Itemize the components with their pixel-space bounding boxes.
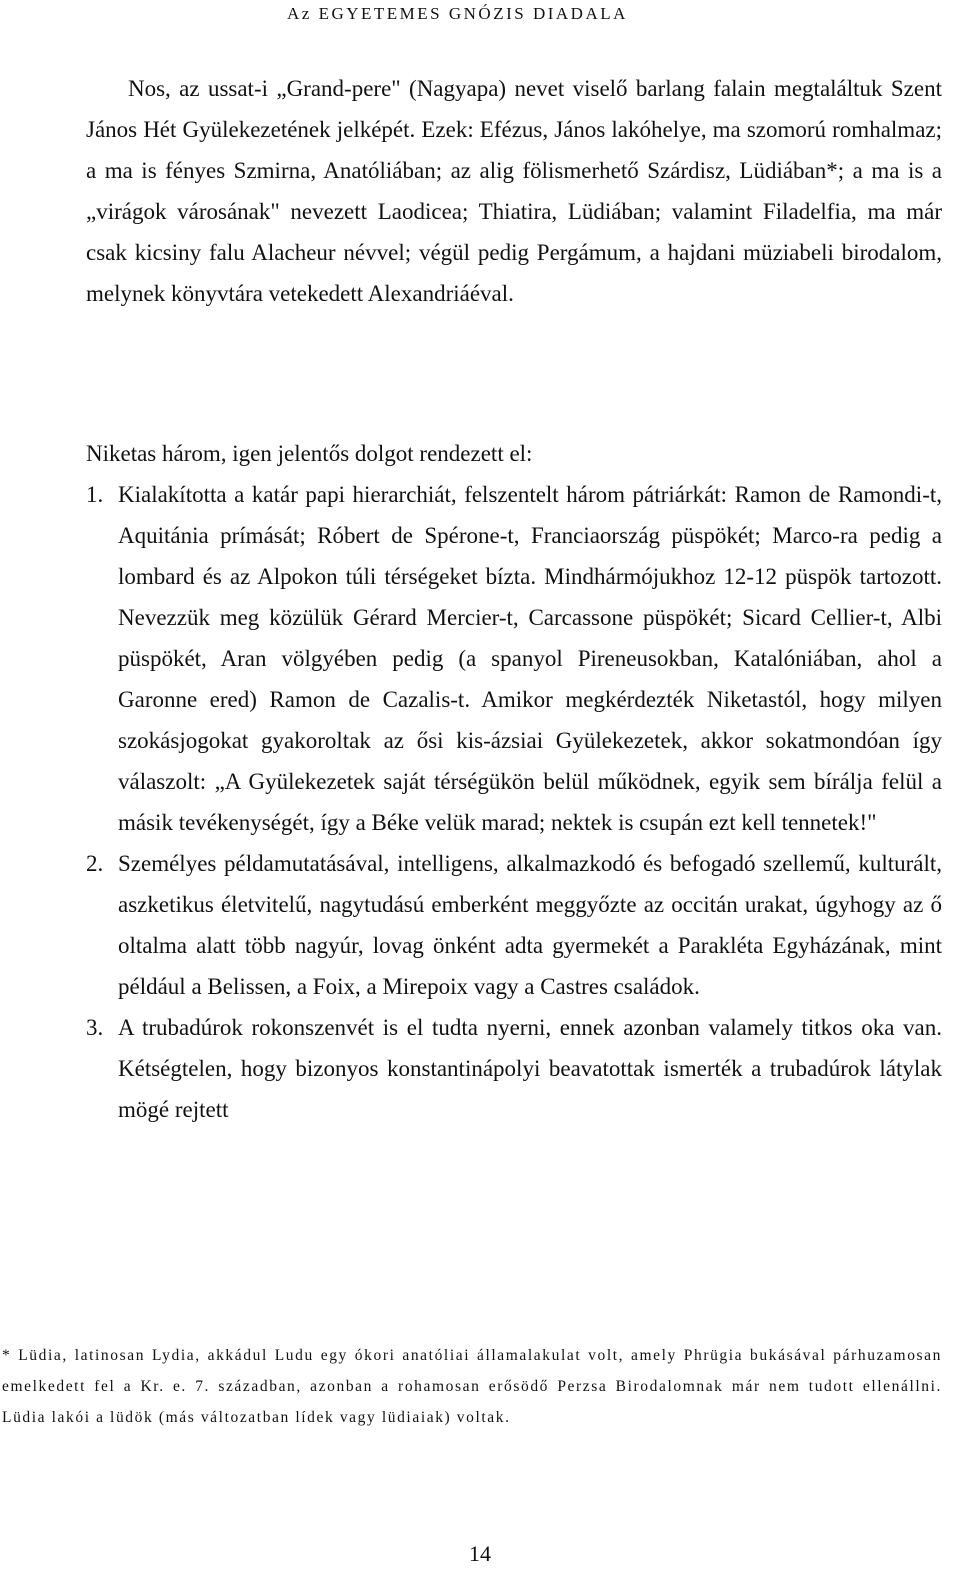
list-text: Kialakította a katár papi hierarchiát, felszentelt három pátriárkát: Ramon de Ramondi-t, Aquitánia prímását; Róbert de Spérone-t, Franciaország püspökét; Marco-ra pedig a lombard és az Alpokon túli térségeket bízta. Mindhármójukhoz 12-12 püspök tartozott. Nevezzük meg közülük Gérard Mercier-t, Carcassone püspökét; Sicard Cellier-t, Albi püspökét, Aran völgyében pedig (a spanyol Pireneusokban, Katalóniában, ahol a Garonne ered) Ramon de Cazalis-t. Amikor megkérdezték Niketastól, hogy milyen szokásjogokat gyakoroltak az ősi kis-ázsiai Gyülekezetek, akkor sokatmondóan így válaszolt: „A Gyülekezetek saját térségükön belül működnek, egyik sem bírálja felül a másik tevékenységét, így a Béke velük marad; nektek is csupán ezt kell tennetek!" (118, 482, 942, 835)
body-paragraph-2: Niketas három, igen jelentős dolgot rendezett el: (86, 441, 533, 466)
footnote: * Lüdia, latinosan Lydia, akkádul Ludu egy ókori anatóliai államalakulat volt, amely Phrügia bukásával párhuzamosan emelkedett fel a Kr. e. 7. században, azonban a rohamosan erősödő Perzsa Birodalomnak már nem tudott ellenállni. Lüdia lakói a lüdök (más változatban lídek vagy lüdiaiak) voltak. (2, 1347, 942, 1426)
page-number: 14 (469, 1541, 491, 1566)
list-item-2 (86, 843, 942, 1007)
body-paragraph-1: Nos, az ussat-i „Grand-pere" (Nagyapa) nevet viselő barlang falain megtaláltuk Szent János Hét Gyülekezetének jelképét. Ezek: Efézus, János lakóhelye, ma szomorú romhalmaz; a ma is fényes Szmirna, Anatóliában; az alig fölismerhető Szárdisz, Lüdiában*; a ma is a „virágok városának" nevezett Laodicea; Thiatira, Lüdiában; valamint Filadelfia, ma már csak kicsiny falu Alacheur névvel; végül pedig Pergámum, a hajdani müziabeli birodalom, melynek könyvtára vetekedett Alexandriáéval. (86, 76, 942, 306)
list-item-3 (86, 1007, 942, 1130)
list-number: 1. (86, 482, 104, 507)
running-header: Az EGYETEMES GNÓZIS DIADALA (287, 4, 628, 23)
list-number: 2. (86, 851, 104, 876)
list-item-1 (86, 474, 942, 843)
list-text: Személyes példamutatásával, intelligens, alkalmazkodó és befogadó szellemű, kulturált, aszketikus életvitelű, nagytudású emberként meggyőzte az occitán urakat, úgyhogy az ő oltalma alatt több nagyúr, lovag önként adta gyermekét a Parakléta Egyházának, mint például a Belissen, a Foix, a Mirepoix vagy a Castres családok. (118, 851, 942, 999)
list-number: 3. (86, 1015, 104, 1040)
numbered-list (86, 474, 942, 1130)
list-text: A trubadúrok rokonszenvét is el tudta nyerni, ennek azonban valamely titkos oka van. Kétségtelen, hogy bizonyos konstantinápolyi beavatottak ismerték a trubadúrok látylak mögé rejtett (118, 1015, 942, 1122)
